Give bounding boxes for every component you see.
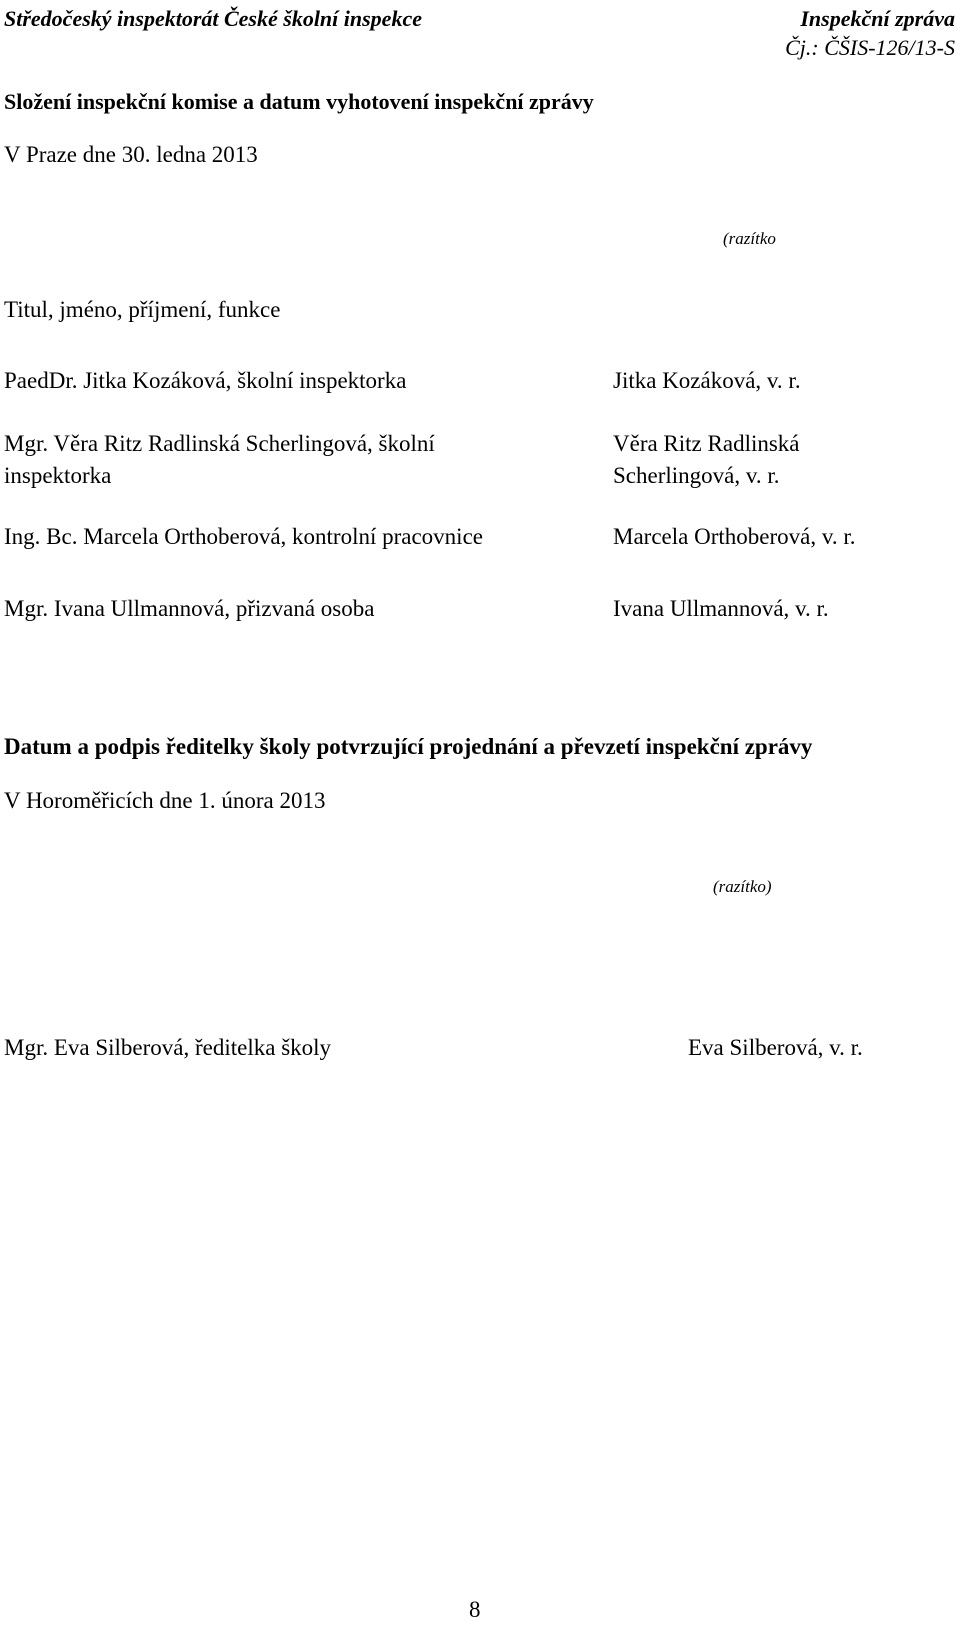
member-function: Ing. Bc. Marcela Orthoberová, kontrolní pracovnice xyxy=(4,524,483,549)
member-signature: Jitka Kozáková, v. r. xyxy=(613,368,801,393)
page-number: 8 xyxy=(469,1597,481,1622)
director-stamp-label: (razítko) xyxy=(713,877,772,896)
inspectorate-name: Středočeský inspektorát České školní inspekce xyxy=(4,6,422,31)
member-signature: Marcela Orthoberová, v. r. xyxy=(613,524,856,549)
member-signature: Ivana Ullmannová, v. r. xyxy=(613,596,829,621)
member-function: Mgr. Ivana Ullmannová, přizvaná osoba xyxy=(4,596,375,621)
member-function: Mgr. Věra Ritz Radlinská Scherlingová, školní inspektorka xyxy=(4,431,435,488)
commission-place-date: V Praze dne 30. ledna 2013 xyxy=(4,142,258,167)
director-signature: Eva Silberová, v. r. xyxy=(688,1035,863,1060)
director-place-date: V Horoměřicích dne 1. února 2013 xyxy=(4,788,326,813)
commission-column-header: Titul, jméno, příjmení, funkce xyxy=(4,297,281,322)
member-function: PaedDr. Jitka Kozáková, školní inspektorka xyxy=(4,368,407,393)
director-heading: Datum a podpis ředitelky školy potvrzující projednání a převzetí inspekční zprávy xyxy=(4,734,813,759)
commission-heading: Složení inspekční komise a datum vyhotovení inspekční zprávy xyxy=(4,89,594,114)
director-function: Mgr. Eva Silberová, ředitelka školy xyxy=(4,1035,332,1060)
reference-number: Čj.: ČŠIS-126/13-S xyxy=(785,35,955,60)
member-signature: Věra Ritz Radlinská Scherlingová, v. r. xyxy=(613,431,800,488)
report-title: Inspekční zpráva xyxy=(800,6,955,31)
commission-stamp-label: (razítko xyxy=(723,229,776,248)
